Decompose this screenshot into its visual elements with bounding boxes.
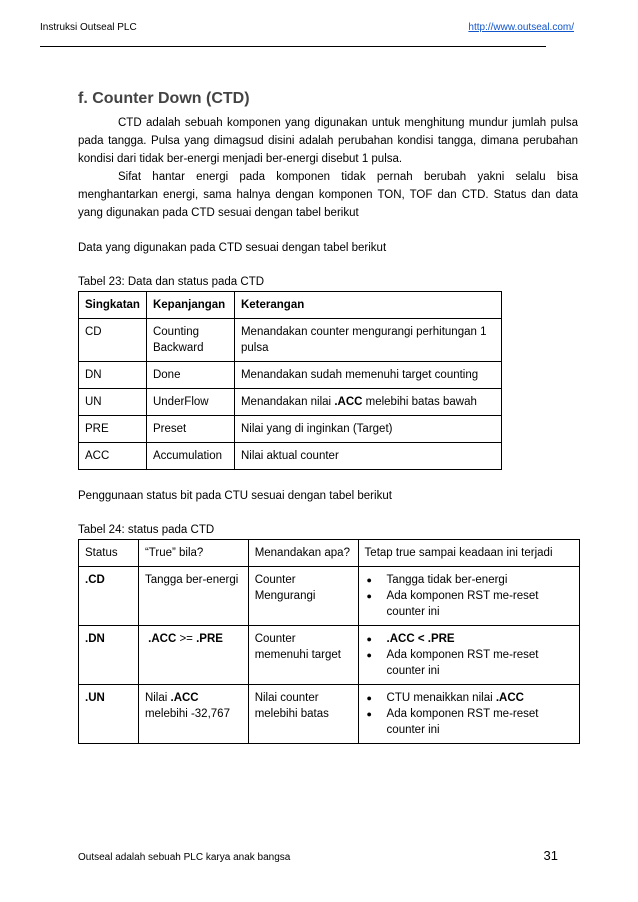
list-item: ● Ada komponen RST me-reset counter ini [365,588,573,620]
table-cell: UnderFlow [146,389,234,416]
page-header [40,22,574,48]
table-cell [358,626,579,685]
table-cell: Accumulation [146,443,234,470]
table-header-cell: Keterangan [234,292,501,319]
table-cell [358,567,579,626]
header-link[interactable]: http://www.outseal.com/ [468,22,574,33]
table-cell: UN [79,389,147,416]
paragraph-2: Sifat hantar energi pada komponen tidak pernah berubah yakni selalu bisa menghantarkan energi, sama halnya dengan komponen TON, TOF dan CTD. Status dan data yang digunakan pada CTD sesuai dengan tabel berikut [78,171,578,219]
table-cell [358,685,579,744]
bullet-list [365,631,573,679]
table-row [79,389,502,416]
table-row [79,362,502,389]
table-cell: Nilai .ACC melebihi -32,767 [138,685,248,744]
table-row [79,443,502,470]
table-header-cell: “True” bila? [138,540,248,567]
table-cell: .ACC >= .PRE [138,626,248,685]
table-cell: DN [79,362,147,389]
status-intro-line: Penggunaan status bit pada CTU sesuai dengan tabel berikut [78,490,392,502]
table-cell: Tangga ber-energi [138,567,248,626]
page-content [78,90,578,744]
table-row [79,567,580,626]
table-header-cell: Status [79,540,139,567]
table-cell: Counter memenuhi target [248,626,358,685]
paragraph-1: CTD adalah sebuah komponen yang digunakan untuk menghitung mundur jumlah pulsa pada tangga. Pulsa yang dimagsud disini adalah perubahan kondisi tangga, dimana perubahan kondisi dari tidak ber-energi menjadi ber-energi disebut 1 pulsa. [78,117,578,165]
table-cell: .DN [79,626,139,685]
table-row [79,416,502,443]
table-row [79,685,580,744]
bullet-list [365,690,573,738]
table-header-cell: Tetap true sampai keadaan ini terjadi [358,540,579,567]
page-number: 31 [543,848,558,863]
header-title: Instruksi Outseal PLC [40,22,137,33]
section-title: f. Counter Down (CTD) [78,90,250,107]
table-row [79,626,580,685]
table-cell: Preset [146,416,234,443]
table-cell: PRE [79,416,147,443]
table-cell: Menandakan nilai .ACC melebihi batas bawah [234,389,501,416]
table-header-row [79,292,502,319]
table-cell: Menandakan counter mengurangi perhitungan 1 pulsa [234,319,501,362]
table-header-cell: Menandakan apa? [248,540,358,567]
table24-caption: Tabel 24: status pada CTD [78,524,215,536]
table-header-row [79,540,580,567]
table-row [79,319,502,362]
header-divider [40,46,546,47]
table-header-cell: Kepanjangan [146,292,234,319]
list-item: ● .ACC < .PRE [365,631,573,647]
footer-tagline: Outseal adalah sebuah PLC karya anak bangsa [78,852,291,863]
table-cell: Nilai aktual counter [234,443,501,470]
table-23 [78,291,502,470]
table-cell: Done [146,362,234,389]
table-cell: Nilai counter melebihi batas [248,685,358,744]
table-cell: Counting Backward [146,319,234,362]
list-item: ● CTU menaikkan nilai .ACC [365,690,573,706]
table-cell: .CD [79,567,139,626]
table-24 [78,539,580,744]
bullet-list [365,572,573,620]
table-cell: .UN [79,685,139,744]
table-cell: ACC [79,443,147,470]
table-cell: CD [79,319,147,362]
data-intro-line: Data yang digunakan pada CTD sesuai dengan tabel berikut [78,242,387,254]
table-header-cell: Singkatan [79,292,147,319]
list-item: ● Ada komponen RST me-reset counter ini [365,706,573,738]
table-cell: Menandakan sudah memenuhi target counting [234,362,501,389]
table-cell: Counter Mengurangi [248,567,358,626]
list-item: ● Tangga tidak ber-energi [365,572,573,588]
list-item: ● Ada komponen RST me-reset counter ini [365,647,573,679]
table23-caption: Tabel 23: Data dan status pada CTD [78,276,265,288]
table-cell: Nilai yang di inginkan (Target) [234,416,501,443]
